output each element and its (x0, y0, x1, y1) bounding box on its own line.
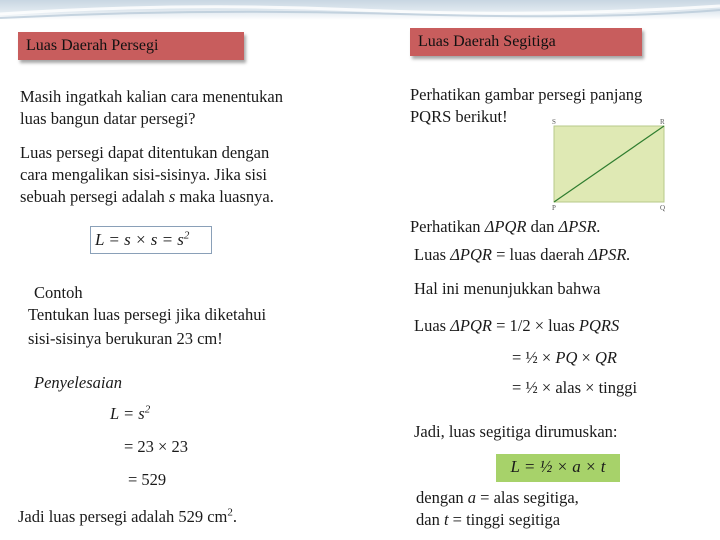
left-intro-line1: Masih ingatkah kalian cara menentukan (20, 87, 283, 106)
left-desc-line3: sebuah persegi adalah s maka luasnya. (20, 187, 274, 206)
header-decoration (0, 0, 720, 20)
vertex-s-label: S (552, 118, 556, 126)
left-desc-line1: Luas persegi dapat ditentukan dengan (20, 143, 270, 162)
vertex-p-label: P (552, 204, 556, 212)
solution-title: Penyelesaian (34, 373, 122, 392)
left-heading: Luas Daerah Persegi (18, 32, 244, 60)
square-formula-box: $L = s \times s = s^2$ (90, 226, 212, 254)
shows-line: Hal ini menunjukkan bahwa (414, 279, 601, 298)
example-line1: Tentukan luas persegi jika diketahui (28, 305, 267, 324)
solution-step1: $L = s^2$ (110, 403, 151, 423)
right-intro-line2: PQRS berikut! (410, 107, 508, 126)
equal-line: Luas ΔPQR = luas daerah ΔPSR. (414, 245, 631, 264)
example-title: Contoh (34, 283, 83, 302)
solution-step3: = 529 (128, 470, 167, 489)
area-equation-1: Luas ΔPQR = 1/2 × luas PQRS (414, 316, 620, 335)
area-equation-3: = ½ × alas × tinggi (512, 378, 638, 397)
right-conclusion: Jadi, luas segitiga dirumuskan: (414, 422, 618, 441)
right-heading: Luas Daerah Segitiga (410, 28, 642, 56)
wave-decoration-icon (0, 0, 720, 20)
area-equation-2: = ½ × PQ × QR (512, 348, 617, 367)
vertex-r-label: R (660, 118, 665, 126)
left-intro-line2: luas bangun datar persegi? (20, 109, 196, 128)
solution-step2: = 23 × 23 (124, 437, 188, 456)
example-line2: sisi-sisinya berukuran 23 cm! (28, 329, 223, 348)
observe-line: Perhatikan ΔPQR dan ΔPSR. (410, 217, 601, 236)
right-intro-line1: Perhatikan gambar persegi panjang (410, 85, 643, 104)
definition-line1: dengan a = alas segitiga, (416, 488, 579, 507)
rectangle-pqrs-figure (548, 116, 672, 212)
vertex-q-label: Q (660, 204, 666, 212)
left-desc-line2: cara mengalikan sisi-sisinya. Jika sisi (20, 165, 267, 184)
triangle-formula-box: L = ½ × a × t (496, 454, 620, 482)
left-conclusion: Jadi luas persegi adalah 529 $cm^2$. (18, 506, 238, 526)
definition-line2: dan t = tinggi segitiga (416, 510, 561, 529)
